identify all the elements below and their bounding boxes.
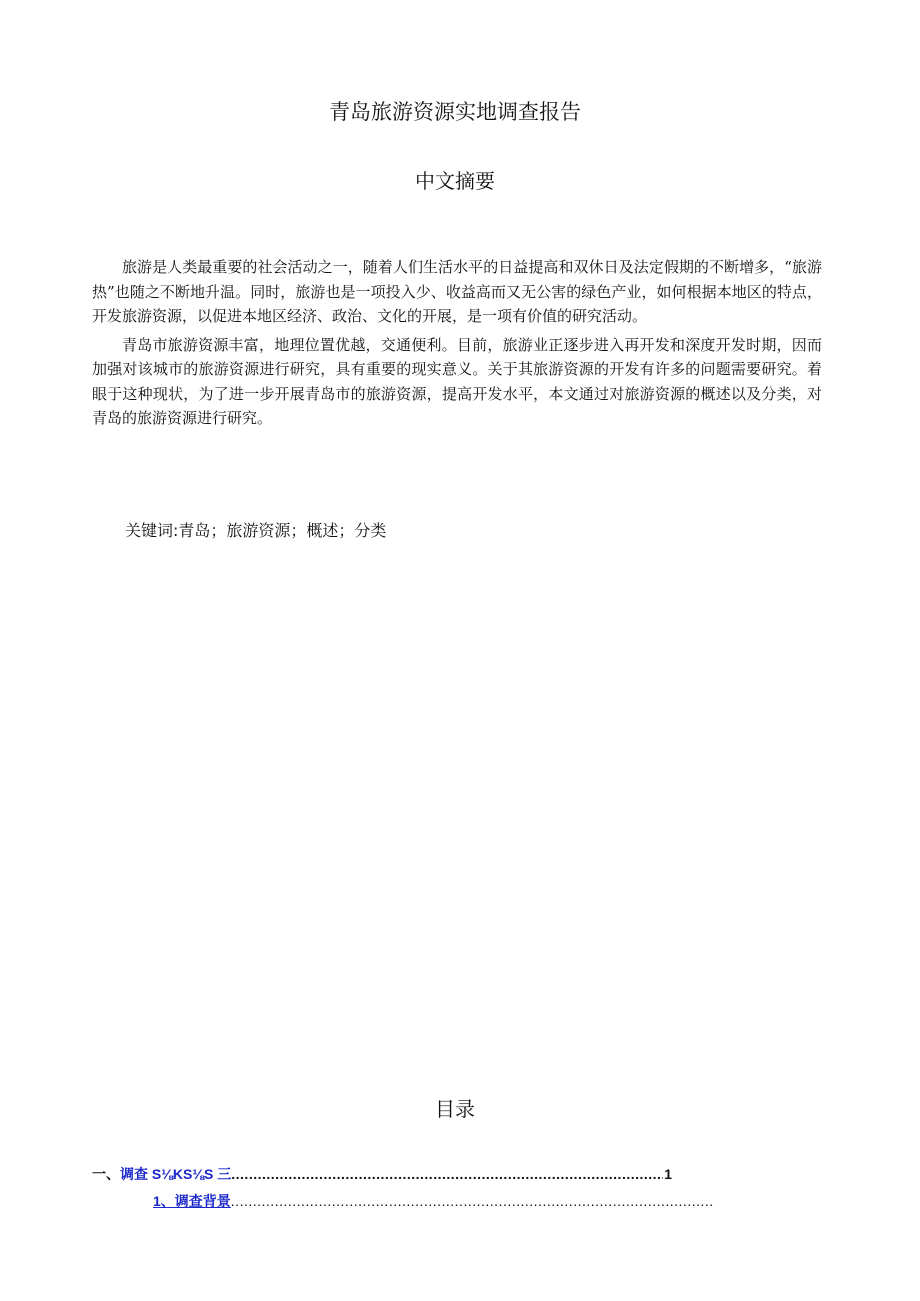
toc-entry-1[interactable]: [92, 1164, 672, 1184]
keywords-line: 关键词:青岛；旅游资源；概述；分类: [125, 521, 387, 540]
abstract-paragraph-1: 旅游是人类最重要的社会活动之一，随着人们生活水平的日益提高和双休日及法定假期的不断增多，“旅游热”也随之不断地升温。同时，旅游也是一项投入少、收益高而又无公害的绿色产业，如何根据本地区的特点，开发旅游资源，以促进本地区经济、政治、文化的开展，是一项有价值的研究活动。: [92, 258, 822, 325]
toc-leader-dots: [231, 1193, 715, 1209]
toc-entry-link[interactable]: 调查 S⅛KS⅛S 三: [120, 1166, 232, 1182]
toc-entry-number: 一、: [92, 1166, 120, 1182]
toc-entry-2[interactable]: [153, 1191, 715, 1211]
abstract-heading: 中文摘要: [415, 169, 495, 193]
report-title: 青岛旅游资源实地调查报告: [329, 100, 581, 124]
toc-heading: 目录: [435, 1097, 475, 1121]
toc-leader-dots: [231, 1166, 663, 1182]
abstract-body: [92, 255, 822, 435]
toc-entry-page: 1: [664, 1166, 672, 1182]
abstract-paragraph-2: 青岛市旅游资源丰富，地理位置优越，交通便利。目前，旅游业正逐步进入再开发和深度开发时期，因而加强对该城市的旅游资源进行研究，具有重要的现实意义。关于其旅游资源的开发有许多的问题需要研究。着眼于这种现状，为了进一步开展青岛市的旅游资源，提高开发水平，本文通过对旅游资源的概述以及分类，对青岛的旅游资源进行研究。: [92, 335, 822, 427]
toc-entry-link[interactable]: 1、调查背景: [153, 1193, 231, 1209]
